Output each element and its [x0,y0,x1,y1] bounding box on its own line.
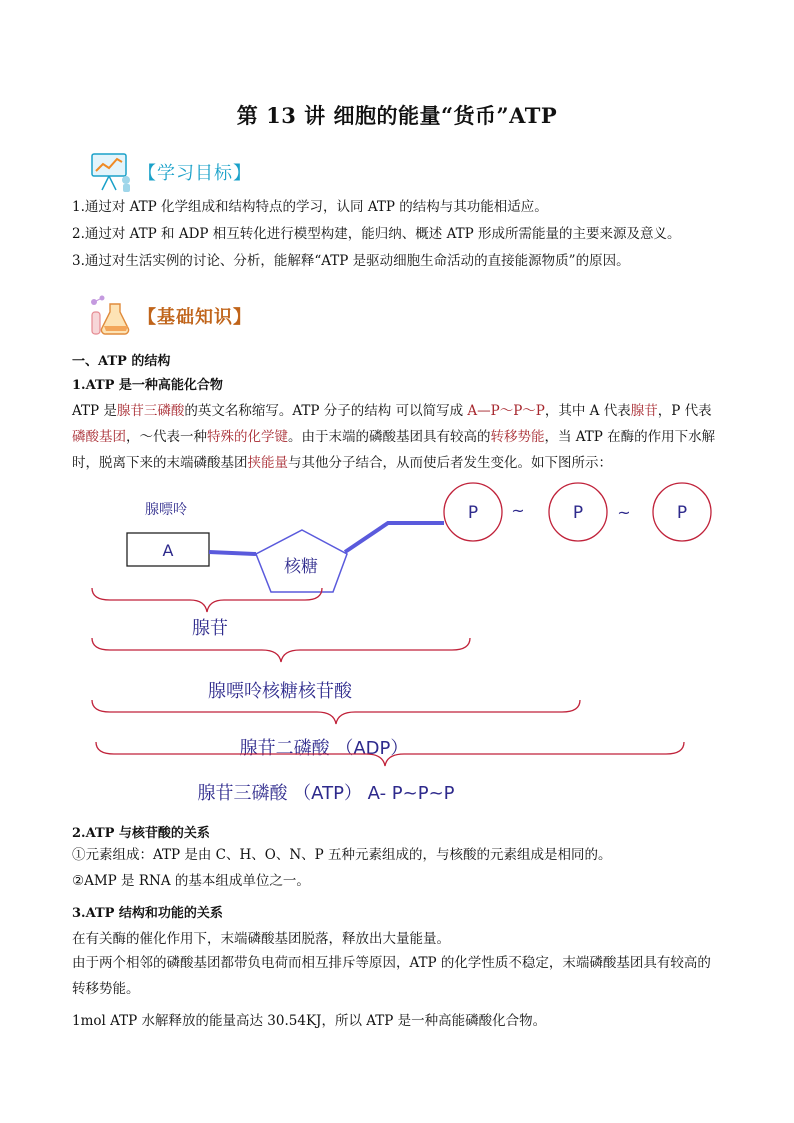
lab-flask-icon [86,294,134,338]
term-transfer-potential: 转移势能 [490,429,545,445]
amp-label: 腺嘌呤核糖核苷酸 [208,681,352,702]
phosphate-2-label: P [572,503,584,523]
presentation-board-icon [86,150,134,194]
atp-intro-paragraph [72,398,724,476]
phosphate-3-label: P [676,503,688,523]
text-run: 与其他分子结合，从而使后者发生变化。如下图所示： [288,455,612,471]
bond-adenine-ribose [209,552,256,554]
adenine-label: 腺嘌呤 [145,502,187,518]
bond-ribose-phosphate [345,523,444,552]
text-run: ATP 是 [72,403,117,419]
page-title: 第 13 讲 细胞的能量“货币”ATP [236,103,558,128]
adp-label: 腺苷二磷酸 （ADP） [239,738,409,759]
term-adenosine: 腺苷 [630,403,658,419]
section-2-line-1: ①元素组成：ATP 是由 C、H、O、N、P 五种元素组成的，与核酸的元素组成是相同的。 [72,847,612,863]
adenosine-label: 腺苷 [192,618,228,639]
section-2-sub: 2.ATP 与核苷酸的关系 [72,826,210,841]
basics-banner-label: 【基础知识】 [138,307,252,328]
goals-banner-label: 【学习目标】 [138,163,252,184]
atp-label: 腺苷三磷酸 （ATP） A- P~P~P [197,783,455,804]
term-adenosine-triphosphate: 腺苷三磷酸 [116,403,185,419]
section-3-line-3: 1mol ATP 水解释放的能量高达 30.54KJ，所以 ATP 是一种高能磷酸化合物。 [72,1013,547,1029]
high-energy-bond-1: ~ [511,501,525,520]
term-special-bond: 特殊的化学键 [207,429,288,445]
ribose-label: 核糖 [284,557,318,577]
text-run: ，P 代表 [657,403,712,419]
goals-banner [86,150,252,194]
section-1-heading: 一、ATP 的结构 [72,354,171,369]
brace-adp [92,700,580,724]
phosphate-1-label: P [467,503,479,523]
section-1-sub-1: 1.ATP 是一种高能化合物 [72,378,223,393]
brace-amp [92,638,470,662]
basics-banner [86,294,252,338]
goal-1: 1.通过对 ATP 化学组成和结构特点的学习，认同 ATP 的结构与其功能相适应。 [72,199,548,215]
text-run: 。由于末端的磷酸基团具有较高的 [288,429,491,445]
text-run: 的英文名称缩写。ATP 分子的结构 可以简写成 [184,403,468,419]
term-carry-energy: 挟能量 [247,455,288,471]
text-run: ，～代表一种 [126,429,207,445]
section-3-line-1: 在有关酶的催化作用下，末端磷酸基团脱落，释放出大量能量。 [72,931,450,947]
section-3-line-2: 由于两个相邻的磷酸基团都带负电荷而相互排斥等原因，ATP 的化学性质不稳定，末端磷酸基团具有较高的转移势能。 [72,955,711,997]
term-phosphate-group: 磷酸基团 [72,429,126,445]
goal-2: 2.通过对 ATP 和 ADP 相互转化进行模型构建，能归纳、概述 ATP 形成所需能量的主要来源及意义。 [72,226,681,242]
text-run: ，当 ATP 在酶的作用下水解时，脱离下来的末端磷酸基团 [72,429,716,471]
goal-3: 3.通过对生活实例的讨论、分析，能解释“ATP 是驱动细胞生命活动的直接能源物质”的原因。 [72,253,630,269]
text-run: ，其中 A 代表 [544,403,631,419]
adenine-box-label: A [162,541,174,560]
atp-structure-diagram [0,480,794,810]
section-2-line-2: ②AMP 是 RNA 的基本组成单位之一。 [72,873,310,889]
term-structure-formula: A—P～P～P [467,403,545,419]
high-energy-bond-2: ~ [617,503,631,522]
section-3-sub: 3.ATP 结构和功能的关系 [72,906,223,921]
